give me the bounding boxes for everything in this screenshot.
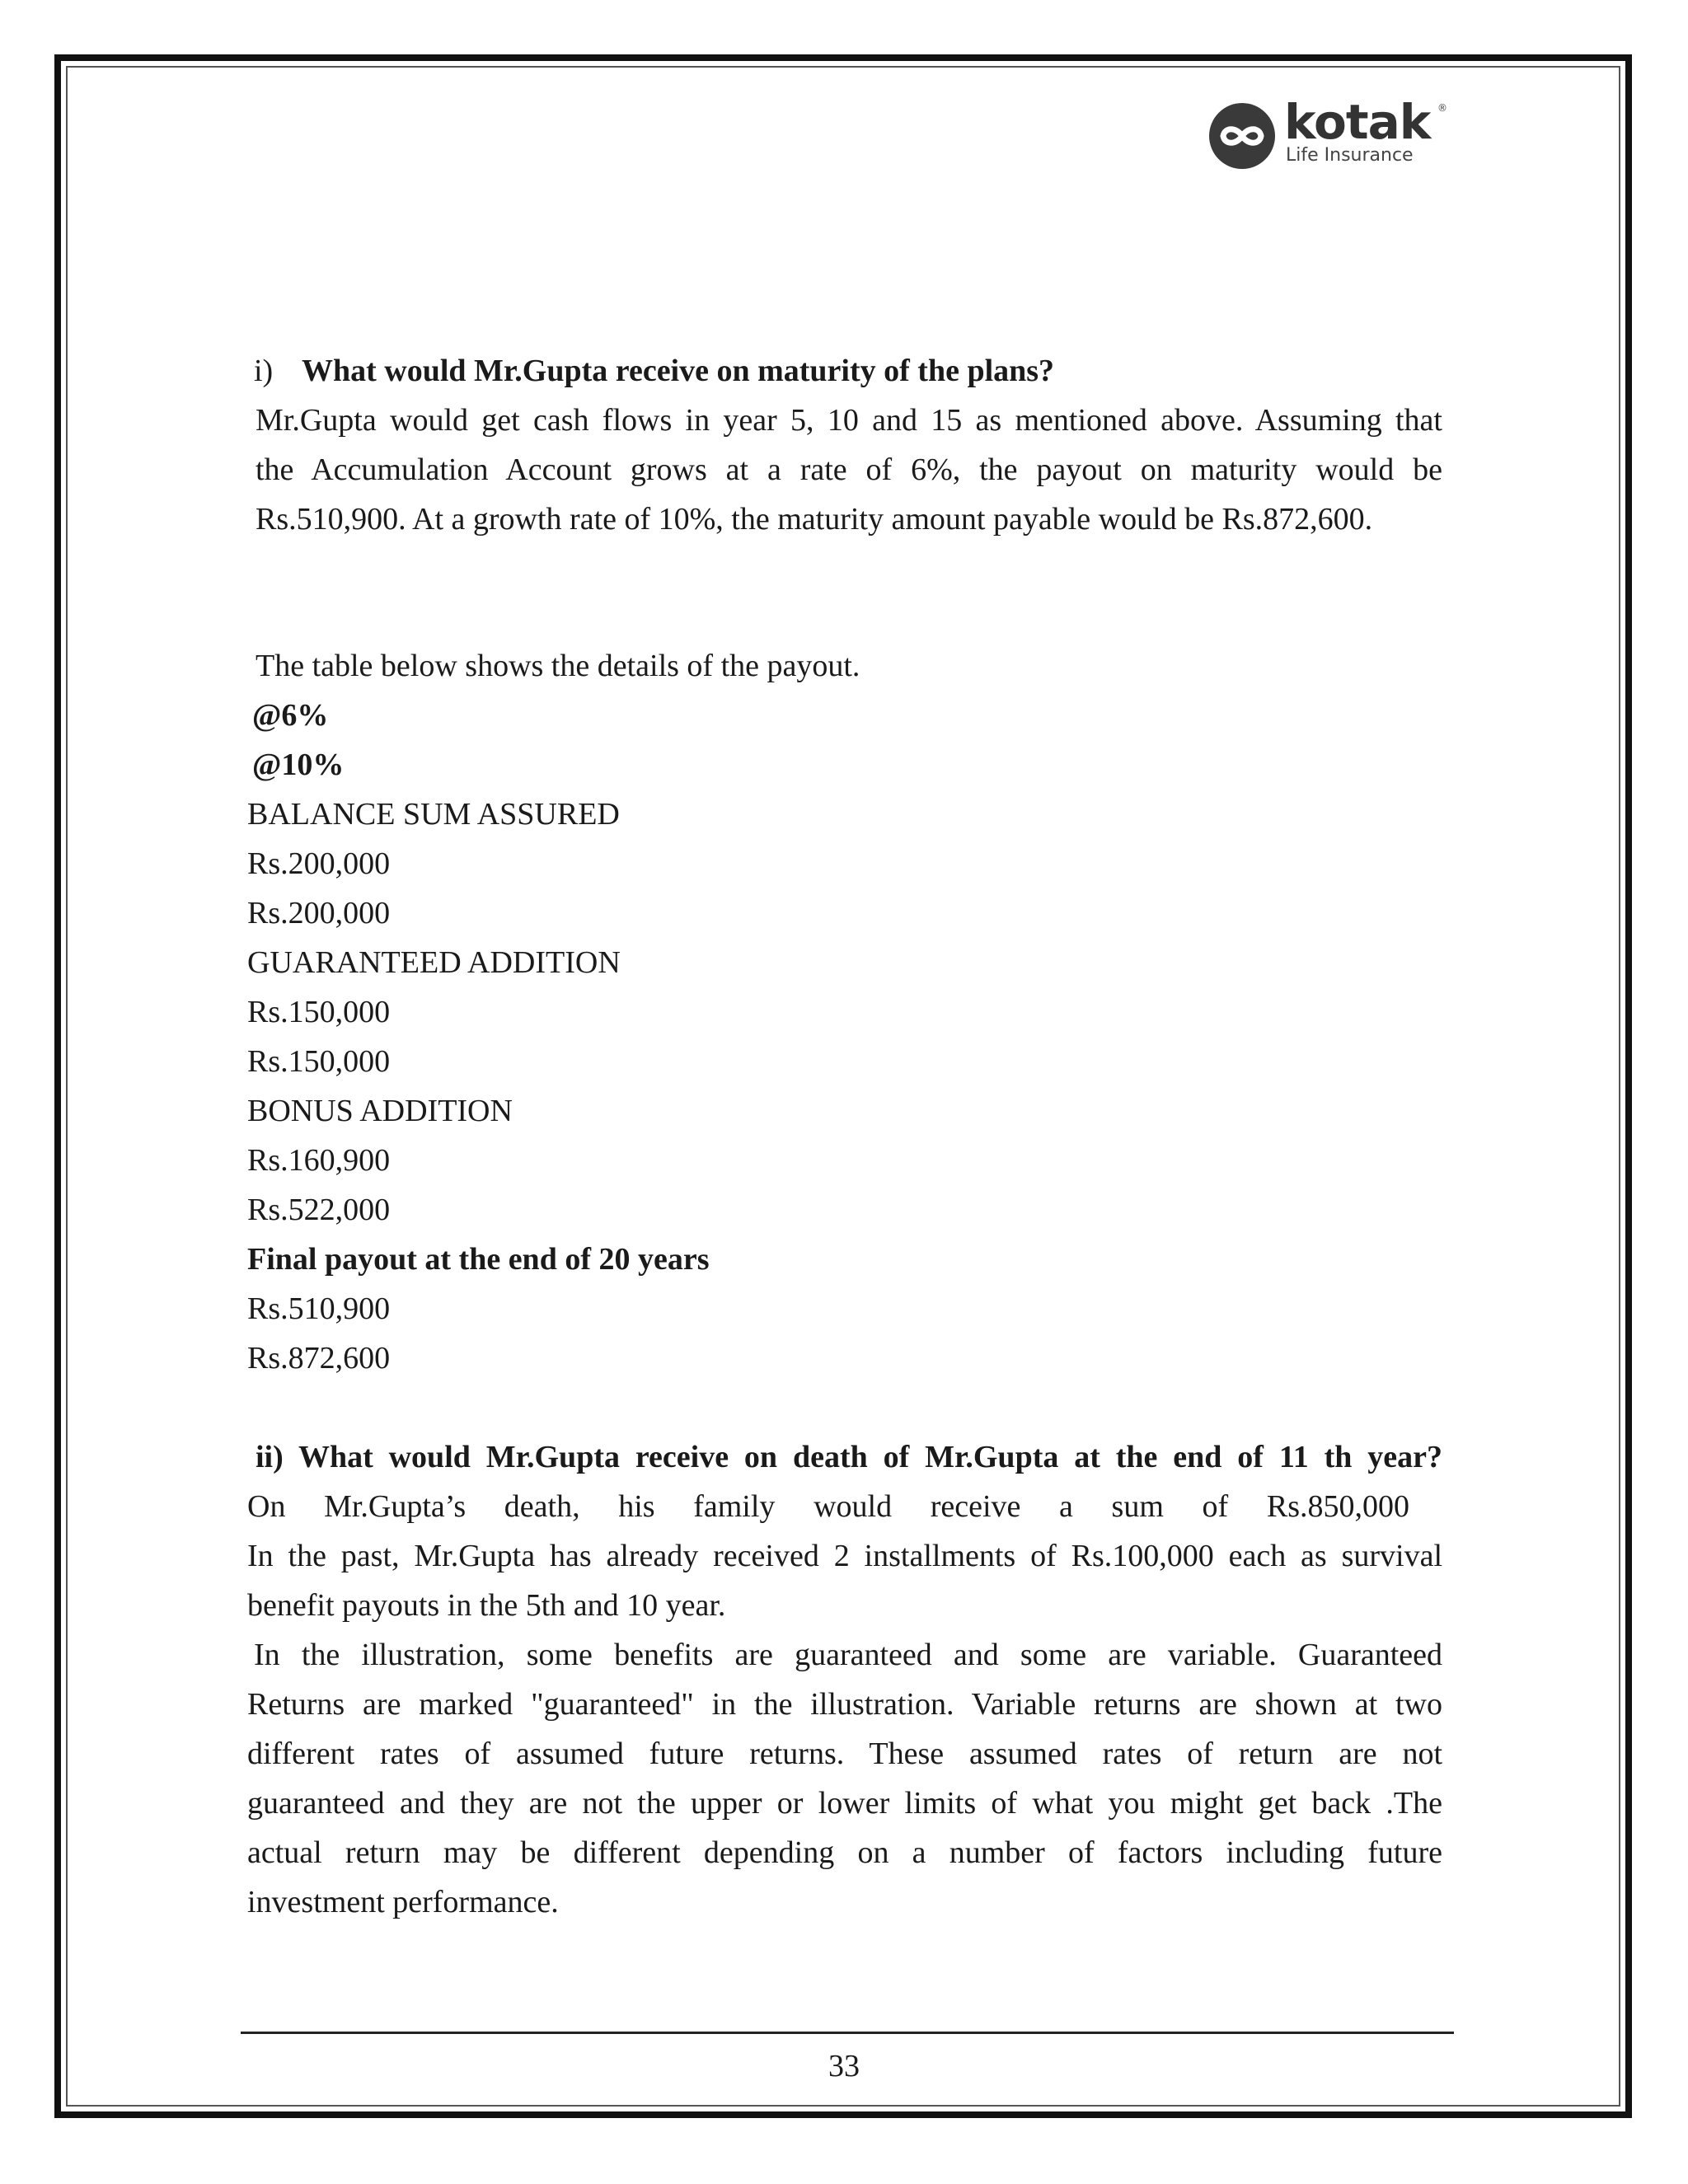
table-cell-6pct: Rs.200,000 — [247, 846, 391, 881]
logo-subtitle: Life Insurance — [1286, 145, 1414, 166]
table-cell-6pct: Rs.160,900 — [247, 1143, 391, 1178]
disclaimer-line: different rates of assumed future returns. These assumed rates of return are not — [247, 1736, 1442, 1771]
table-intro: The table below shows the details of the payout. — [256, 649, 860, 683]
table-cell-10pct: Rs.200,000 — [247, 896, 391, 930]
table-cell-6pct: Rs.150,000 — [247, 995, 391, 1029]
document-body — [247, 346, 1442, 1927]
section1-question: What would Mr.Gupta receive on maturity of the plans? — [302, 354, 1055, 388]
table-cell-10pct: Rs.150,000 — [247, 1044, 391, 1079]
table-cell-6pct: Rs.510,900 — [247, 1291, 391, 1326]
kotak-infinity-icon — [1208, 102, 1276, 170]
section2-line: benefit payouts in the 5th and 10 year. — [247, 1588, 726, 1623]
section2-line: In the past, Mr.Gupta has already received 2 installments of Rs.100,000 each as survival — [247, 1539, 1442, 1573]
table-row — [247, 1086, 1442, 1235]
table-row — [247, 1235, 1442, 1383]
section1-heading — [247, 346, 1442, 396]
section1-paragraph — [256, 396, 1442, 544]
footer-divider — [241, 2032, 1454, 2034]
section1-number: i) — [254, 354, 274, 388]
spacer — [247, 1383, 1442, 1432]
page-number: 33 — [828, 2049, 860, 2083]
table-col-6pct: @6% — [252, 698, 329, 733]
table-row-label: GUARANTEED ADDITION — [247, 945, 621, 980]
disclaimer-line: actual return may be different depending on a number of factors including future — [247, 1835, 1442, 1870]
table-row — [247, 790, 1442, 938]
section1-line: Rs.510,900. At a growth rate of 10%, the maturity amount payable would be Rs.872,600. — [256, 502, 1373, 537]
table-row — [247, 938, 1442, 1086]
disclaimer-paragraph — [247, 1630, 1442, 1927]
logo-registered-mark: ® — [1437, 102, 1447, 114]
table-row-label: Final payout at the end of 20 years — [247, 1242, 710, 1277]
section2-death-line: On Mr.Gupta’s death, his family would receive a sum of Rs.850,000 — [247, 1489, 1409, 1524]
disclaimer-line: investment performance. — [247, 1885, 559, 1919]
table-cell-10pct: Rs.522,000 — [247, 1193, 391, 1227]
kotak-logo — [1208, 94, 1447, 171]
section1-line: Mr.Gupta would get cash flows in year 5, 10 and 15 as mentioned above. Assuming that — [256, 403, 1442, 438]
table-row-label: BALANCE SUM ASSURED — [247, 797, 620, 832]
table-cell-10pct: Rs.872,600 — [247, 1341, 391, 1376]
disclaimer-line: In the illustration, some benefits are guaranteed and some are variable. Guaranteed — [254, 1638, 1442, 1672]
table-col-10pct: @10% — [252, 748, 345, 782]
disclaimer-line: Returns are marked "guaranteed" in the illustration. Variable returns are shown at two — [247, 1687, 1442, 1722]
logo-brand-text: kotak — [1284, 94, 1431, 150]
spacer — [247, 544, 1442, 641]
section2-paragraph — [247, 1531, 1442, 1630]
section2-question: ii) What would Mr.Gupta receive on death of Mr.Gupta at the end of 11 th year? — [256, 1440, 1442, 1474]
section1-line: the Accumulation Account grows at a rate of 6%, the payout on maturity would be — [256, 452, 1442, 487]
table-row-label: BONUS ADDITION — [247, 1094, 513, 1128]
disclaimer-line: guaranteed and they are not the upper or lower limits of what you might get back .The — [247, 1786, 1442, 1821]
